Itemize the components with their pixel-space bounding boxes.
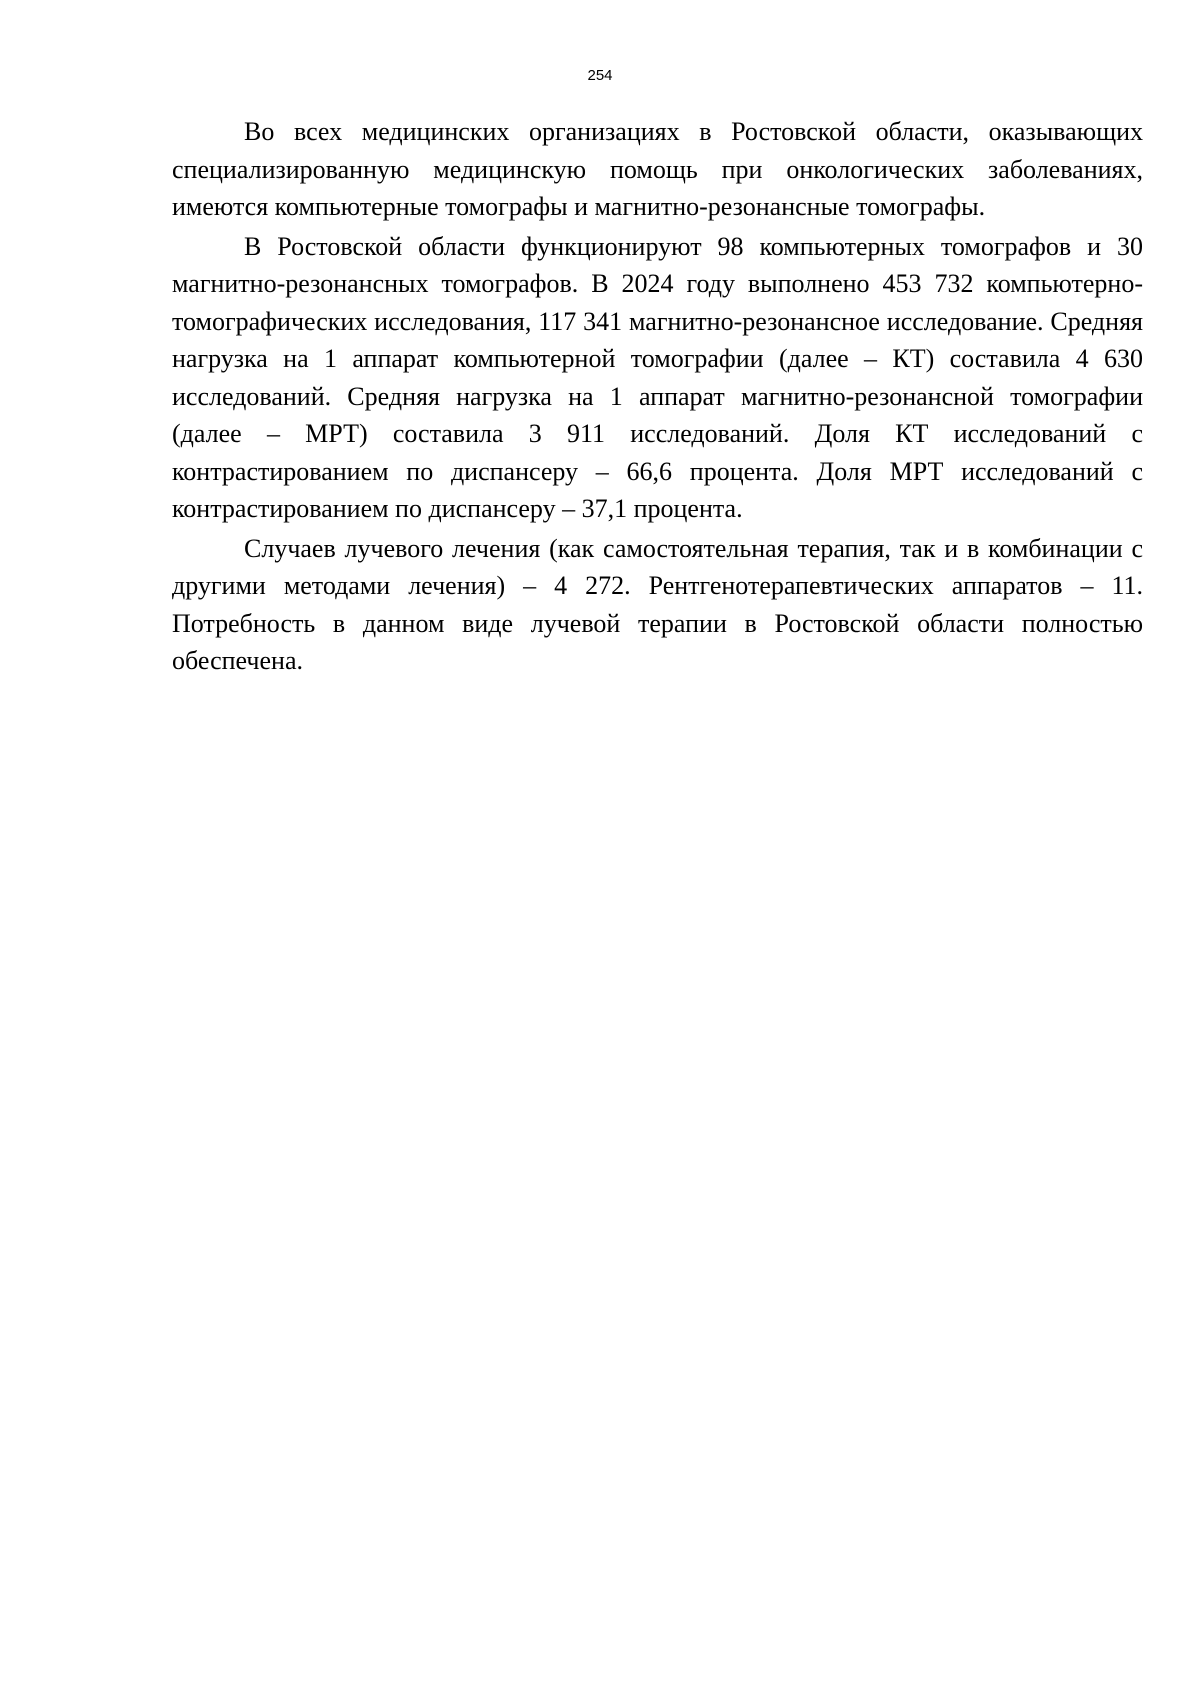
page-number: 254 bbox=[587, 67, 613, 84]
paragraph-radiation-therapy: Случаев лучевого лечения (как самостоятельная терапия, так и в комбинации с другими методами лечения) – 4 272. Рентгенотерапевтических аппаратов – 11. Потребность в данном виде лучевой терапии в Ростовской области полностью обеспечена. bbox=[172, 533, 1143, 675]
paragraph-tomographs-availability: Во всех медицинских организациях в Ростовской области, оказывающих специализированную медицинскую помощь при онкологических заболеваниях, имеются компьютерные томографы и магнитно-резонансные томографы. bbox=[172, 117, 1143, 221]
body-text bbox=[172, 113, 1143, 680]
paragraph-tomography-statistics: В Ростовской области функционируют 98 компьютерных томографов и 30 магнитно-резонансных томографов. В 2024 году выполнено 453 732 компьютерно-томографических исследования, 117 341 магнитно-резонансное исследование. Средняя нагрузка на 1 аппарат компьютерной томографии (далее – КТ) составила 4 630 исследований. Средняя нагрузка на 1 аппарат магнитно-резонансной томографии (далее – МРТ) составила 3 911 исследований. Доля КТ исследований с контрастированием по диспансеру – 66,6 процента. Доля МРТ исследований с контрастированием по диспансеру – 37,1 процента. bbox=[172, 231, 1143, 523]
